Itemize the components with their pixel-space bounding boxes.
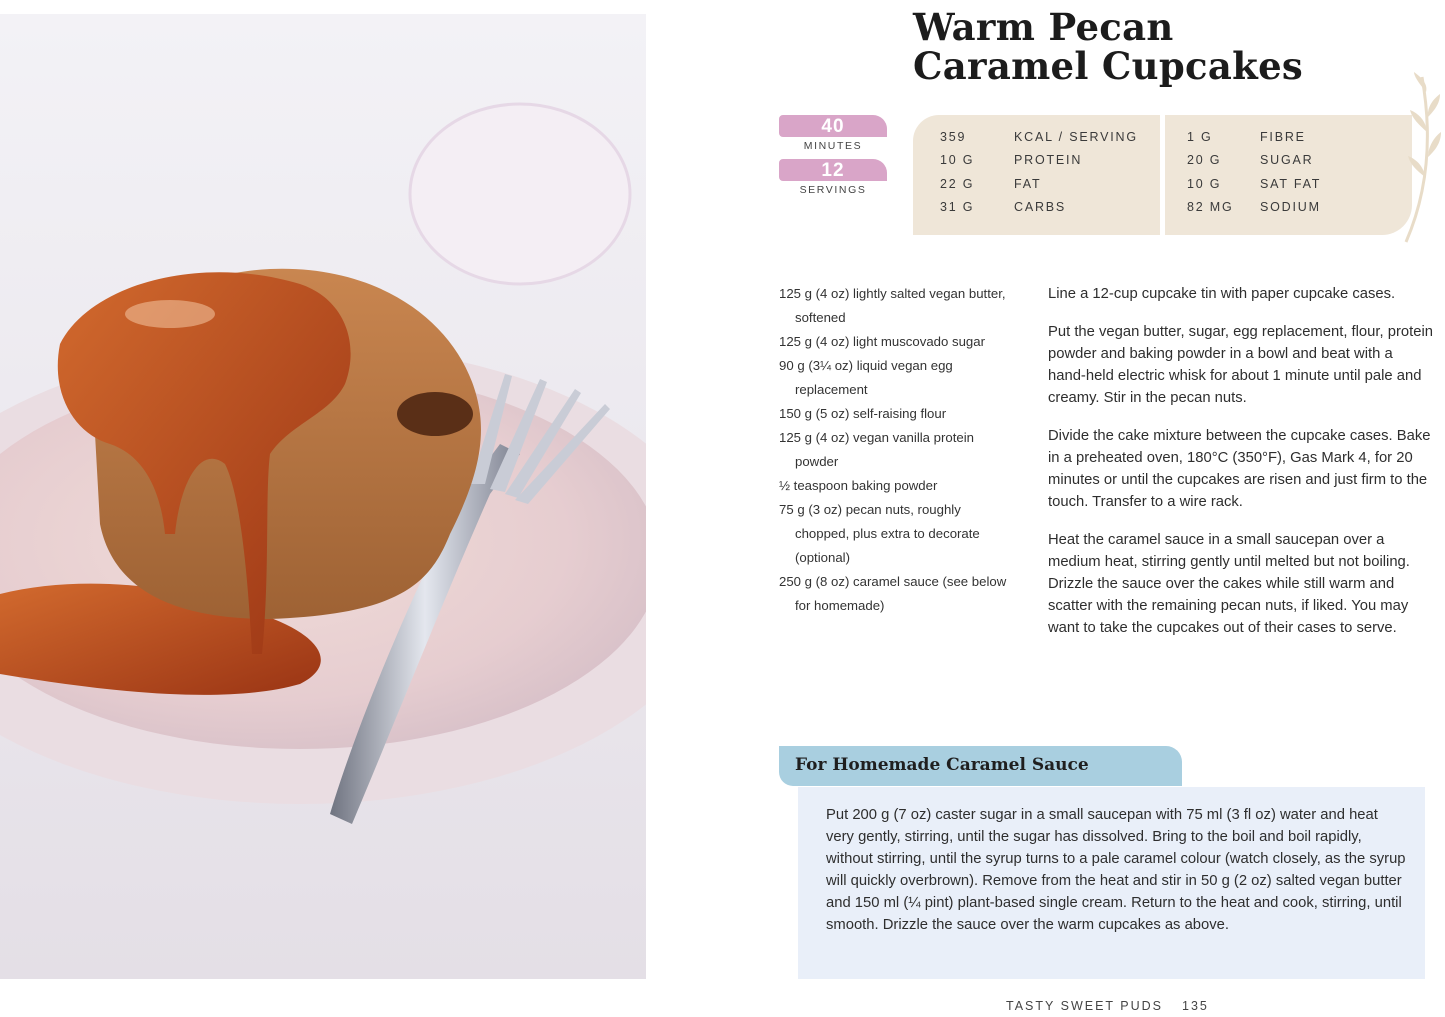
sauce-box (798, 787, 1425, 979)
nutrition-value: 82 MG (1187, 200, 1234, 214)
footer-section-name: TASTY SWEET PUDS (1006, 999, 1164, 1013)
nutrition-value: 10 G (1187, 177, 1222, 191)
ingredient-item: 90 g (3¼ oz) liquid vegan egg replacement (779, 358, 953, 397)
servings-value: 12 (779, 159, 887, 181)
cupcake-photo (0, 14, 646, 979)
nutrition-value: 22 G (940, 177, 975, 191)
method-step: Put the vegan butter, sugar, egg replacement, flour, protein powder and baking powder in a bowl and beat with a hand-held electric whisk for about 1 minute until pale and creamy. Stir in the pecan nuts. (1048, 324, 1433, 406)
nutrition-value: 20 G (1187, 153, 1222, 167)
pecan (397, 392, 473, 436)
caramel-highlight (125, 300, 215, 328)
nutrition-label: KCAL / SERVING (1014, 130, 1138, 144)
sauce-text: Put 200 g (7 oz) caster sugar in a small saucepan with 75 ml (3 fl oz) water and heat very gently, stirring, until the sugar has dissolved. Bring to the boil and boil rapidly, without stirring, until the syrup turns to a pale caramel colour (watch closely, as the syrup will quickly overbrown). Remove from the heat and stir in 50 g (2 oz) salted vegan butter and 150 ml (¼ pint) plant-based single cream. Return to the heat and cook, stirring, until smooth. Drizzle the sauce over the warm cupcakes as above. (826, 807, 1406, 933)
recipe-title-line-1: Warm Pecan (913, 5, 1174, 49)
servings-label: SERVINGS (799, 184, 867, 196)
nutrition-label: SAT FAT (1260, 177, 1322, 191)
nutrition-panel-left (913, 115, 1160, 235)
leaf-sprig-icon (1400, 72, 1442, 247)
glass-shape (410, 104, 630, 284)
nutrition-label: FAT (1014, 177, 1042, 191)
ingredient-item: 125 g (4 oz) light muscovado sugar (779, 334, 985, 349)
ingredient-item: 125 g (4 oz) lightly salted vegan butter, softened (779, 286, 1006, 325)
method-step: Divide the cake mixture between the cupcake cases. Bake in a preheated oven, 180°C (350°F), Gas Mark 4, for 20 minutes or until the cupcakes are risen and just firm to the touch. Transfer to a wire rack. (1048, 428, 1431, 510)
servings-badge (779, 159, 887, 196)
minutes-label: MINUTES (803, 140, 863, 152)
ingredient-item: 75 g (3 oz) pecan nuts, roughly chopped, plus extra to decorate (optional) (779, 502, 980, 565)
nutrition-value: 10 G (940, 153, 975, 167)
method-step: Heat the caramel sauce in a small saucepan over a medium heat, stirring gently until melted but not boiling. Drizzle the sauce over the cakes while still warm and scatter with the remaining pecan nuts, if liked. You may want to take the cupcakes out of their cases to serve. (1048, 532, 1410, 636)
nutrition-label: CARBS (1014, 200, 1067, 214)
minutes-badge (779, 115, 887, 152)
cupcake-illustration (0, 14, 646, 979)
nutrition-label: PROTEIN (1014, 153, 1083, 167)
nutrition-value: 1 G (1187, 130, 1213, 144)
method-steps (1048, 283, 1433, 655)
ingredient-item: 150 g (5 oz) self-raising flour (779, 406, 947, 421)
sauce-title: For Homemade Caramel Sauce (795, 755, 1089, 775)
nutrition-value: 31 G (940, 200, 975, 214)
nutrition-label: SODIUM (1260, 200, 1321, 214)
nutrition-label: FIBRE (1260, 130, 1306, 144)
ingredient-item: ½ teaspoon baking powder (779, 478, 938, 493)
nutrition-value: 359 (940, 130, 967, 144)
method-step: Line a 12-cup cupcake tin with paper cupcake cases. (1048, 286, 1396, 302)
ingredient-item: 125 g (4 oz) vegan vanilla protein powder (779, 430, 975, 469)
recipe-title (913, 5, 1304, 88)
recipe-title-line-2: Caramel Cupcakes (913, 44, 1304, 88)
ingredient-item: 250 g (8 oz) caramel sauce (see below for homemade) (779, 574, 1007, 613)
sauce-header (779, 746, 1182, 786)
nutrition-label: SUGAR (1260, 153, 1314, 167)
page-number: 135 (1182, 999, 1209, 1013)
minutes-value: 40 (779, 115, 887, 137)
nutrition-panel-right (1165, 115, 1412, 235)
ingredients-list (779, 282, 1009, 618)
